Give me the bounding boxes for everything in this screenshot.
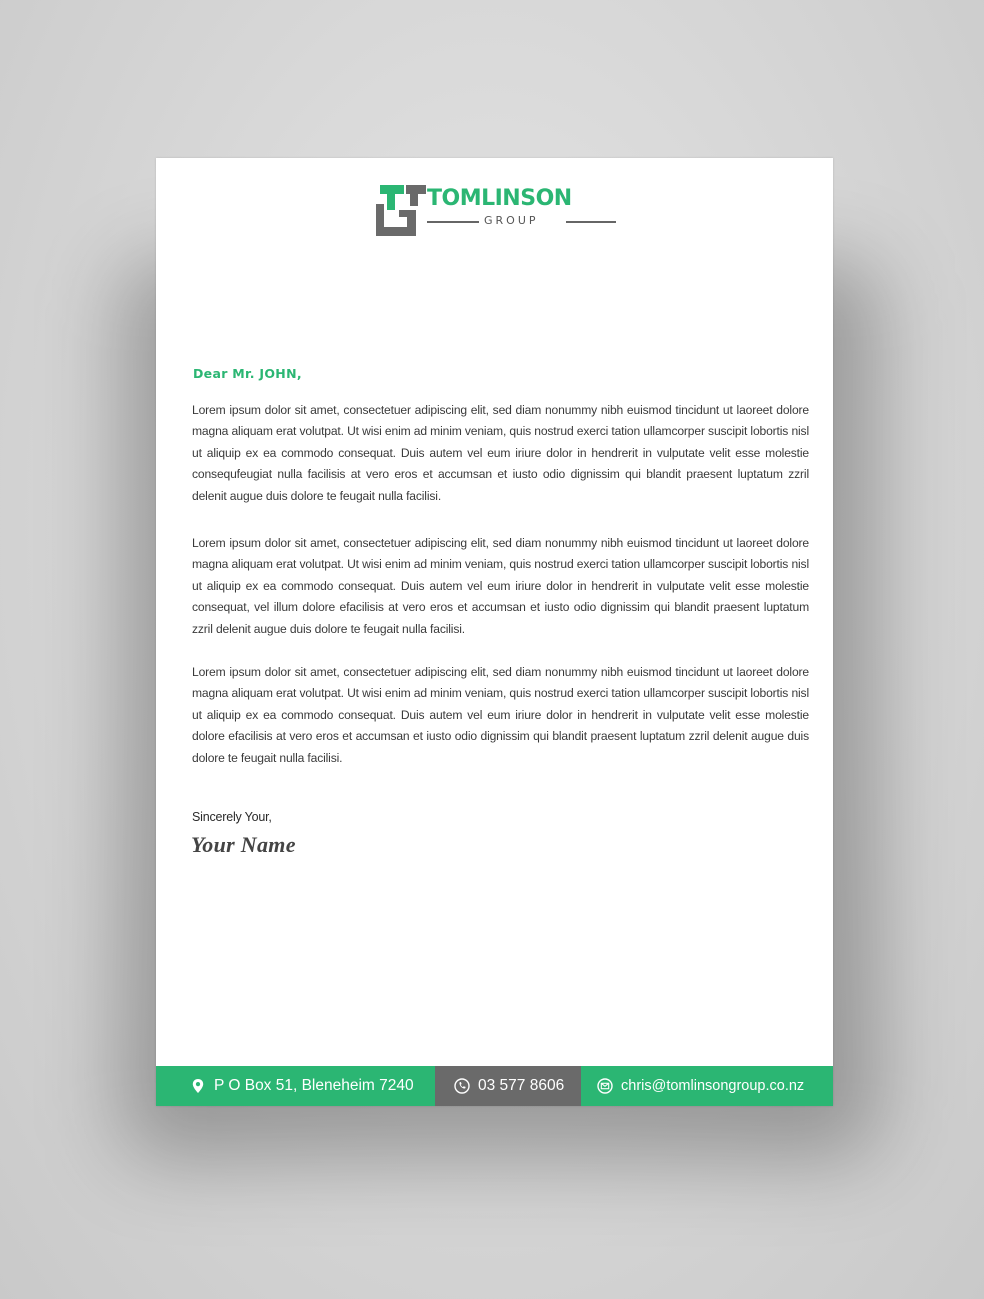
- footer-phone[interactable]: [435, 1066, 581, 1106]
- company-logo: [374, 182, 618, 238]
- footer-address: [156, 1066, 435, 1106]
- contact-footer: [156, 1066, 833, 1106]
- salutation: Dear Mr. JOHN,: [193, 366, 302, 381]
- logo-subtitle: GROUP: [484, 214, 539, 227]
- letterhead-sheet: [156, 158, 833, 1106]
- location-pin-icon: [190, 1078, 206, 1094]
- footer-email[interactable]: [581, 1066, 833, 1106]
- closing-line: Sincerely Your,: [192, 810, 272, 824]
- signature: Your Name: [191, 832, 296, 857]
- body-paragraph: Lorem ipsum dolor sit amet, consectetuer adipiscing elit, sed diam nonummy nibh euismod tincidunt ut laoreet dolore magna aliquam erat volutpat. Ut wisi enim ad minim veniam, quis nostrud exerci tation ullamcorper suscipit lobortis nisl ut aliquip ex ea commodo consequat. Duis autem vel eum iriure dolor in hendrerit in vulputate velit esse molestie consequfeugiat nulla facilisis at vero eros et accumsan et iusto odio dignissim qui blandit praesent luptatum zzril delenit augue duis dolore te feugait nulla facilisi.: [192, 403, 809, 503]
- phone-icon: [454, 1078, 470, 1094]
- logo-wordmark: TOMLINSON: [427, 186, 572, 211]
- phone-text: 03 577 8606: [478, 1077, 565, 1094]
- mail-icon: [597, 1078, 613, 1094]
- logo-rule-left: [427, 221, 479, 223]
- body-paragraph: Lorem ipsum dolor sit amet, consectetuer adipiscing elit, sed diam nonummy nibh euismod tincidunt ut laoreet dolore magna aliquam erat volutpat. Ut wisi enim ad minim veniam, quis nostrud exerci tation ullamcorper suscipit lobortis nisl ut aliquip ex ea commodo consequat. Duis autem vel eum iriure dolor in hendrerit in vulputate velit esse molestie consequat, vel illum dolore efacilisis at vero eros et accumsan et iusto odio dignissim qui blandit praesent luptatum zzril delenit augue duis dolore te feugait nulla facilisi.: [192, 536, 809, 636]
- logo-rule-right: [566, 221, 616, 223]
- email-text: chris@tomlinsongroup.co.nz: [621, 1078, 805, 1094]
- tg-monogram-icon: [374, 182, 430, 238]
- address-text: P O Box 51, Bleneheim 7240: [214, 1077, 414, 1094]
- body-paragraph: Lorem ipsum dolor sit amet, consectetuer adipiscing elit, sed diam nonummy nibh euismod tincidunt ut laoreet dolore magna aliquam erat volutpat. Ut wisi enim ad minim veniam, quis nostrud exerci tation ullamcorper suscipit lobortis nisl ut aliquip ex ea commodo consequat. Duis autem vel eum iriure dolor in hendrerit in vulputate velit esse molestie dolore efacilisis at vero eros et accumsan et iusto odio dignissim qui blandit praesent luptatum zzril delenit augue duis dolore te feugait nulla facilisi.: [192, 665, 809, 765]
